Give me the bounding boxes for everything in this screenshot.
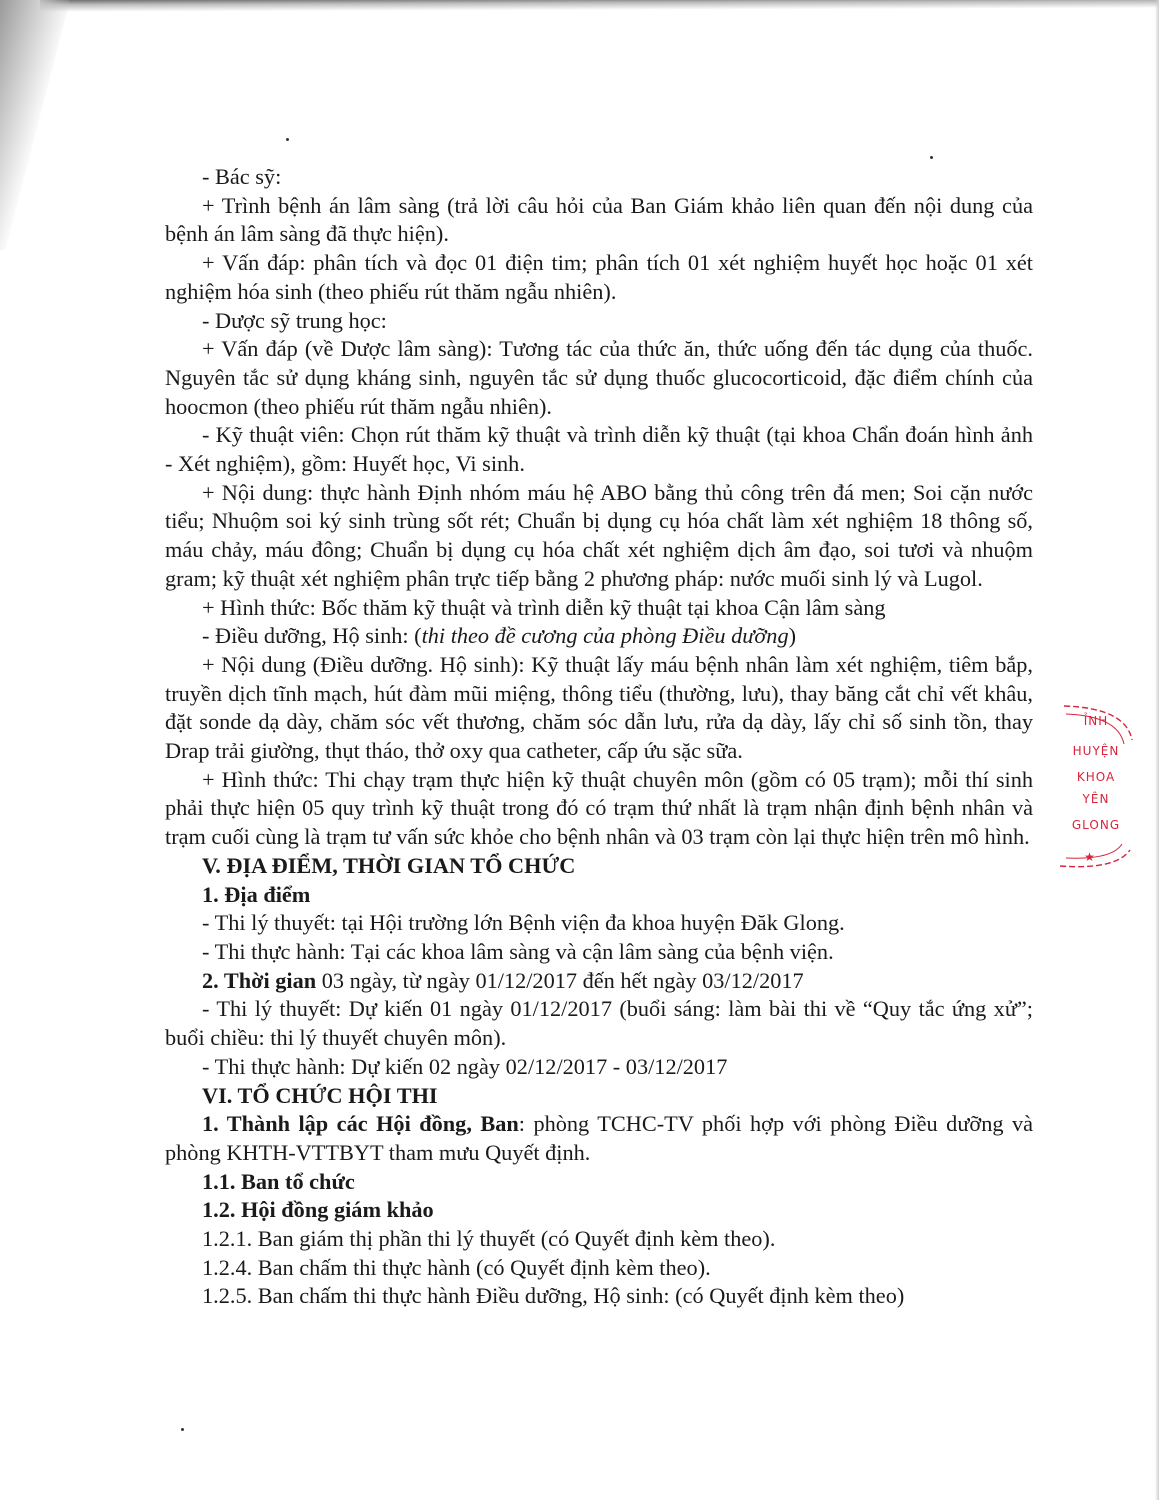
- paragraph: [165, 622, 1033, 651]
- stamp-text: ỈNH: [1083, 714, 1109, 728]
- scan-speck: [286, 138, 289, 141]
- paragraph: [165, 1110, 1033, 1167]
- scan-left-edge: [0, 0, 70, 250]
- paragraph: - Thi lý thuyết: tại Hội trường lớn Bệnh viện đa khoa huyện Đăk Glong.: [202, 910, 845, 936]
- paragraph: - Thi thực hành: Tại các khoa lâm sàng và cận lâm sàng của bệnh viện.: [202, 938, 834, 964]
- section-heading: V. ĐỊA ĐIỂM, THỜI GIAN TỔ CHỨC: [202, 852, 576, 878]
- paragraph: + Vấn đáp (về Dược lâm sàng): Tương tác của thức ăn, thức uống đến tác dụng của thuốc. Nguyên tắc sử dụng kháng sinh, nguyên tắc sử dụng thuốc glucocorticoid, đặc điểm chính của hoocmon (theo phiếu rút thăm ngẫu nhiên).: [165, 336, 1033, 419]
- paragraph: + Hình thức: Bốc thăm kỹ thuật và trình diễn kỹ thuật tại khoa Cận lâm sàng: [202, 594, 886, 620]
- paragraph: - Thi thực hành: Dự kiến 02 ngày 02/12/2017 - 03/12/2017: [202, 1053, 728, 1079]
- stamp-text: YÊN: [1082, 792, 1110, 806]
- document-body: [165, 163, 1033, 1311]
- star-icon: ★: [1084, 850, 1096, 864]
- stamp-text: HUYỆN: [1072, 744, 1120, 758]
- scan-speck: [181, 1428, 184, 1431]
- paragraph-text: 03 ngày, từ ngày 01/12/2017 đến hết ngày 03/12/2017: [316, 967, 804, 993]
- subsection-heading: 1. Địa điểm: [202, 881, 311, 907]
- section-heading: VI. TỔ CHỨC HỘI THI: [202, 1082, 438, 1108]
- italic-note: thi theo đề cương của phòng Điều dưỡng: [421, 623, 789, 649]
- paragraph: + Vấn đáp: phân tích và đọc 01 điện tim; phân tích 01 xét nghiệm huyết học hoặc 01 xét nghiệm hóa sinh (theo phiếu rút thăm ngẫu nhiên).: [165, 250, 1033, 304]
- stamp-text: GLONG: [1071, 818, 1121, 832]
- stamp-text: KHOA: [1076, 770, 1116, 784]
- subsection-heading: 1.2. Hội đồng giám khảo: [202, 1197, 434, 1223]
- paragraph: 1.2.4. Ban chấm thi thực hành (có Quyết định kèm theo).: [202, 1254, 711, 1280]
- paragraph-text: ): [788, 623, 797, 649]
- paragraph: + Trình bệnh án lâm sàng (trả lời câu hỏi của Ban Giám khảo liên quan đến nội dung của bệnh án lâm sàng đã thực hiện).: [165, 192, 1033, 247]
- paragraph: - Thi lý thuyết: Dự kiến 01 ngày 01/12/2017 (buổi sáng: làm bài thi về “Quy tắc ứng xử”; buổi chiều: thi lý thuyết chuyên môn).: [165, 996, 1033, 1051]
- paragraph: - Bác sỹ:: [202, 164, 282, 189]
- paragraph-text: : phòng TCHC-TV phối hợp với phòng Điều dưỡng và phòng KHTH-VTTBYT tham mưu Quyết định.: [165, 1111, 1033, 1165]
- paragraph-text: - Điều dưỡng, Hộ sinh: (: [202, 623, 422, 649]
- scan-speck: [930, 156, 933, 159]
- bold-label: 1. Thành lập các Hội đồng, Ban: [202, 1111, 519, 1137]
- paragraph: 1.2.1. Ban giám thị phần thi lý thuyết (có Quyết định kèm theo).: [202, 1226, 776, 1252]
- scan-top-edge: [40, 0, 1159, 12]
- scan-right-edge: [1155, 0, 1159, 1500]
- subsection-heading: 1.1. Ban tổ chức: [202, 1168, 355, 1194]
- paragraph: 1.2.5. Ban chấm thi thực hành Điều dưỡng, Hộ sinh: (có Quyết định kèm theo): [202, 1283, 905, 1309]
- paragraph: + Nội dung (Điều dưỡng. Hộ sinh): Kỹ thuật lấy máu bệnh nhân làm xét nghiệm, tiêm bắp, truyền dịch tĩnh mạch, hút đàm mũi miệng, thông tiểu (thường, lưu), thay băng cắt chỉ vết khâu, đặt sonde dạ dày, chăm sóc vết thương, chăm sóc dẫn lưu, rửa dạ dày, lấy chỉ số sinh tồn, thay Drap trải giường, thụt tháo, thở oxy qua catheter, cấp ứu sặc sữa.: [165, 651, 1033, 764]
- paragraph: - Dược sỹ trung học:: [202, 307, 387, 333]
- paragraph: [165, 967, 1033, 996]
- paragraph: + Nội dung: thực hành Định nhóm máu hệ ABO bằng thủ công trên đá men; Soi cặn nước tiểu; Nhuộm soi ký sinh trùng sốt rét; Chuẩn bị dụng cụ hóa chất làm xét nghiệm 18 thông số, máu chảy, máu đông; Chuẩn bị dụng cụ hóa chất xét nghiệm dịch âm đạo, soi tươi và nhuộm gram; kỹ thuật xét nghiệm phân trực tiếp bằng 2 phương pháp: nước muối sinh lý và Lugol.: [165, 479, 1033, 591]
- bold-label: 2. Thời gian: [202, 967, 317, 993]
- red-seal-stamp: [1056, 700, 1146, 880]
- paragraph: + Hình thức: Thi chạy trạm thực hiện kỹ thuật chuyên môn (gồm có 05 trạm); mỗi thí sinh phải thực hiện 05 quy trình kỹ thuật trong đó có trạm thứ nhất là trạm nhận định bệnh nhân và trạm cuối cùng là trạm tư vấn sức khỏe cho bệnh nhân và 03 trạm còn lại thực hiện trên mô hình.: [165, 766, 1033, 850]
- paragraph: - Kỹ thuật viên: Chọn rút thăm kỹ thuật và trình diễn kỹ thuật (tại khoa Chẩn đoán hình ảnh - Xét nghiệm), gồm: Huyết học, Vi sinh.: [165, 422, 1033, 477]
